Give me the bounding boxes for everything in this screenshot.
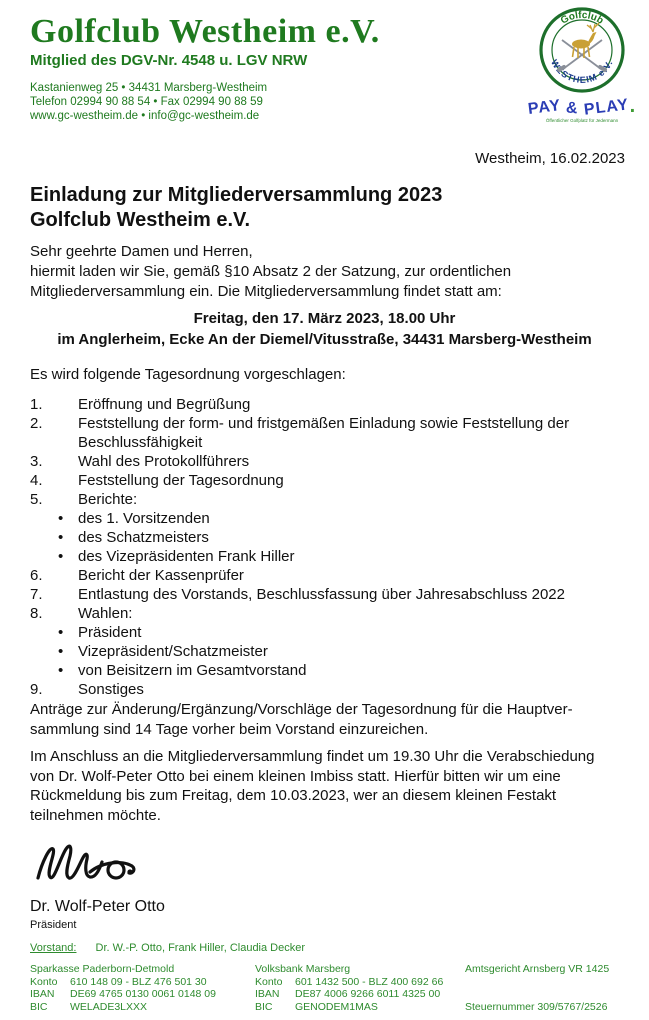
agenda-item — [30, 604, 622, 623]
agenda-item — [30, 490, 622, 509]
iban-label: IBAN — [255, 988, 280, 1000]
registry-court: Amtsgericht Arnsberg VR 1425 — [465, 963, 610, 975]
agenda-subitem — [30, 623, 622, 642]
iban-value: DE87 4006 9266 6011 4325 00 — [295, 988, 441, 1000]
agenda-item-number: 2. — [30, 415, 43, 432]
event-details — [0, 308, 649, 350]
logo-arc-top-text: Golfclub — [558, 9, 606, 27]
konto-value: 601 1432 500 - BLZ 400 692 66 — [295, 975, 444, 988]
bic-label: BIC — [255, 1000, 273, 1013]
agenda-item — [30, 585, 622, 604]
bullet-icon: • — [58, 662, 64, 679]
board-label: Vorstand: — [30, 942, 77, 954]
signer-name: Dr. Wolf-Peter Otto — [30, 898, 165, 915]
bullet-icon: • — [58, 529, 64, 546]
spacer — [465, 976, 609, 1001]
agenda-item — [30, 414, 622, 452]
agenda-item — [30, 680, 622, 699]
bank-name: Volksbank Marsberg — [255, 963, 351, 975]
agenda-subitem-text: des Schatzmeisters — [78, 529, 209, 546]
agenda-item — [30, 566, 622, 585]
bank-name: Sparkasse Paderborn-Detmold — [30, 963, 175, 975]
agenda-item-text: Eröffnung und Begrüßung — [78, 396, 251, 413]
bank-column-sparkasse — [30, 963, 216, 1013]
event-location: im Anglerheim, Ecke An der Diemel/Vitusstraße, 34431 Marsberg-Westheim — [57, 331, 592, 348]
web-email-line: www.gc-westheim.de • info@gc-westheim.de — [30, 110, 260, 122]
agenda-item — [30, 395, 622, 414]
agenda-subitem-text: Vizepräsident/Schatzmeister — [78, 643, 268, 660]
farewell-paragraph — [30, 747, 594, 825]
intro-paragraph — [30, 242, 511, 302]
agenda-intro: Es wird folgende Tagesordnung vorgeschlagen: — [30, 366, 346, 383]
bank-konto-row — [255, 976, 443, 989]
agenda-item-text: Berichte: — [78, 491, 138, 508]
agenda-subitem — [30, 528, 622, 547]
farewell-line-4: teilnehmen möchte. — [30, 806, 161, 824]
club-name: Golfclub Westheim e.V. — [30, 13, 380, 50]
agenda-item — [30, 471, 622, 490]
konto-label: Konto — [30, 975, 58, 988]
signer-block — [30, 898, 165, 931]
agenda-subitem — [30, 661, 622, 680]
agenda-subitem — [30, 509, 622, 528]
agenda-item-text: Bericht der Kassenprüfer — [78, 567, 244, 584]
salutation: Sehr geehrte Damen und Herren, — [30, 243, 253, 260]
agenda-subitem-text: des 1. Vorsitzenden — [78, 510, 210, 527]
phone-fax-line: Telefon 02994 90 88 54 • Fax 02994 90 88 59 — [30, 96, 263, 108]
motions-paragraph — [30, 700, 573, 739]
footer-bank-details — [30, 963, 630, 1015]
logo-tagline: Öffentlicher Golfplatz für Jedermann — [545, 118, 619, 123]
board-line — [30, 942, 305, 954]
agenda-item-number: 6. — [30, 567, 43, 584]
dateline: Westheim, 16.02.2023 — [475, 150, 625, 167]
bullet-icon: • — [58, 548, 64, 565]
agenda-item-text: Wahlen: — [78, 605, 133, 622]
agenda-list — [30, 395, 622, 699]
bic-value: WELADE3LXXX — [70, 1000, 148, 1013]
payplay-text-1: PAY — [526, 97, 562, 118]
iban-label: IBAN — [30, 988, 55, 1000]
pay-and-play-wordmark — [518, 95, 646, 119]
agenda-subitem — [30, 642, 622, 661]
agenda-subitem — [30, 547, 622, 566]
address-block — [30, 81, 380, 123]
tax-number: Steuernummer 309/5767/2526 — [465, 1000, 608, 1013]
subject-line-2: Golfclub Westheim e.V. — [30, 209, 251, 231]
agenda-item-text: Feststellung der form- und fristgemäßen Einladung sowie Feststellung der Beschlussfähigkeit — [78, 415, 570, 451]
payplay-dot: . — [629, 95, 637, 117]
agenda-item-text: Entlastung des Vorstands, Beschlussfassung über Jahresabschluss 2022 — [78, 586, 565, 603]
bank-konto-row — [30, 976, 216, 989]
motions-line-1: Anträge zur Änderung/Ergänzung/Vorschläge der Tagesordnung für die Hauptver- — [30, 701, 573, 718]
farewell-line-2: von Dr. Wolf-Peter Otto bei einem kleinen Imbiss statt. Hierfür bitten wir um eine — [30, 767, 561, 785]
agenda-subitem-text: des Vizepräsidenten Frank Hiller — [78, 548, 295, 565]
agenda-item — [30, 452, 622, 471]
legal-column — [465, 963, 609, 1013]
subject-heading — [30, 183, 442, 233]
agenda-subitem-text: Präsident — [78, 624, 142, 641]
bullet-icon: • — [58, 510, 64, 527]
payplay-ampersand: & — [565, 99, 580, 118]
board-names: Dr. W.-P. Otto, Frank Hiller, Claudia Decker — [95, 942, 306, 954]
iban-value: DE69 4765 0130 0061 0148 09 — [70, 988, 216, 1000]
bank-bic-row — [255, 1001, 443, 1014]
bullet-icon: • — [58, 643, 64, 660]
address-line: Kastanienweg 25 • 34431 Marsberg-Westheim — [30, 82, 268, 94]
agenda-item-text: Wahl des Protokollführers — [78, 453, 250, 470]
agenda-item-number: 7. — [30, 586, 43, 603]
konto-label: Konto — [255, 975, 283, 988]
subject-line-1: Einladung zur Mitgliederversammlung 2023 — [30, 184, 443, 206]
letterhead — [30, 13, 380, 123]
agenda-item-number: 5. — [30, 491, 43, 508]
farewell-line-3: Rückmeldung bis zum Freitag, dem 10.03.2023, wer an diesem kleinen Festakt — [30, 787, 557, 804]
konto-value: 610 148 09 - BLZ 476 501 30 — [70, 975, 207, 988]
bank-iban-row — [255, 988, 443, 1001]
intro-line-2: Mitgliederversammlung ein. Die Mitgliederversammlung findet statt am: — [30, 283, 502, 300]
membership-line: Mitglied des DGV-Nr. 4548 u. LGV NRW — [30, 52, 308, 69]
club-logo — [518, 4, 646, 123]
agenda-item-number: 4. — [30, 472, 43, 489]
agenda-item-text: Feststellung der Tagesordnung — [78, 472, 284, 489]
club-logo-emblem — [518, 4, 646, 97]
farewell-line-1: Im Anschluss an die Mitgliederversammlung findet um 19.30 Uhr die Verabschiedung — [30, 748, 595, 765]
agenda-item-number: 9. — [30, 681, 43, 698]
bullet-icon: • — [58, 624, 64, 641]
agenda-item-text: Sonstiges — [78, 681, 144, 698]
signature-image — [30, 832, 150, 897]
agenda-subitem-text: von Beisitzern im Gesamtvorstand — [78, 662, 307, 679]
bank-bic-row — [30, 1001, 216, 1014]
signer-role: Präsident — [30, 919, 77, 931]
event-date-time: Freitag, den 17. März 2023, 18.00 Uhr — [193, 310, 456, 327]
bank-iban-row — [30, 988, 216, 1001]
agenda-item-number: 8. — [30, 605, 43, 622]
payplay-text-2: PLAY — [583, 96, 631, 119]
intro-line-1: hiermit laden wir Sie, gemäß §10 Absatz 2 der Satzung, zur ordentlichen — [30, 263, 512, 280]
motions-line-2: sammlung sind 14 Tage vorher beim Vorstand einzureichen. — [30, 720, 429, 738]
logo-arc-bottom-text: WESTHEIM e.V. — [549, 57, 615, 85]
agenda-item-number: 1. — [30, 396, 43, 413]
bank-column-volksbank — [255, 963, 443, 1013]
bic-label: BIC — [30, 1000, 48, 1013]
bic-value: GENODEM1MAS — [295, 1000, 378, 1013]
agenda-item-number: 3. — [30, 453, 43, 470]
